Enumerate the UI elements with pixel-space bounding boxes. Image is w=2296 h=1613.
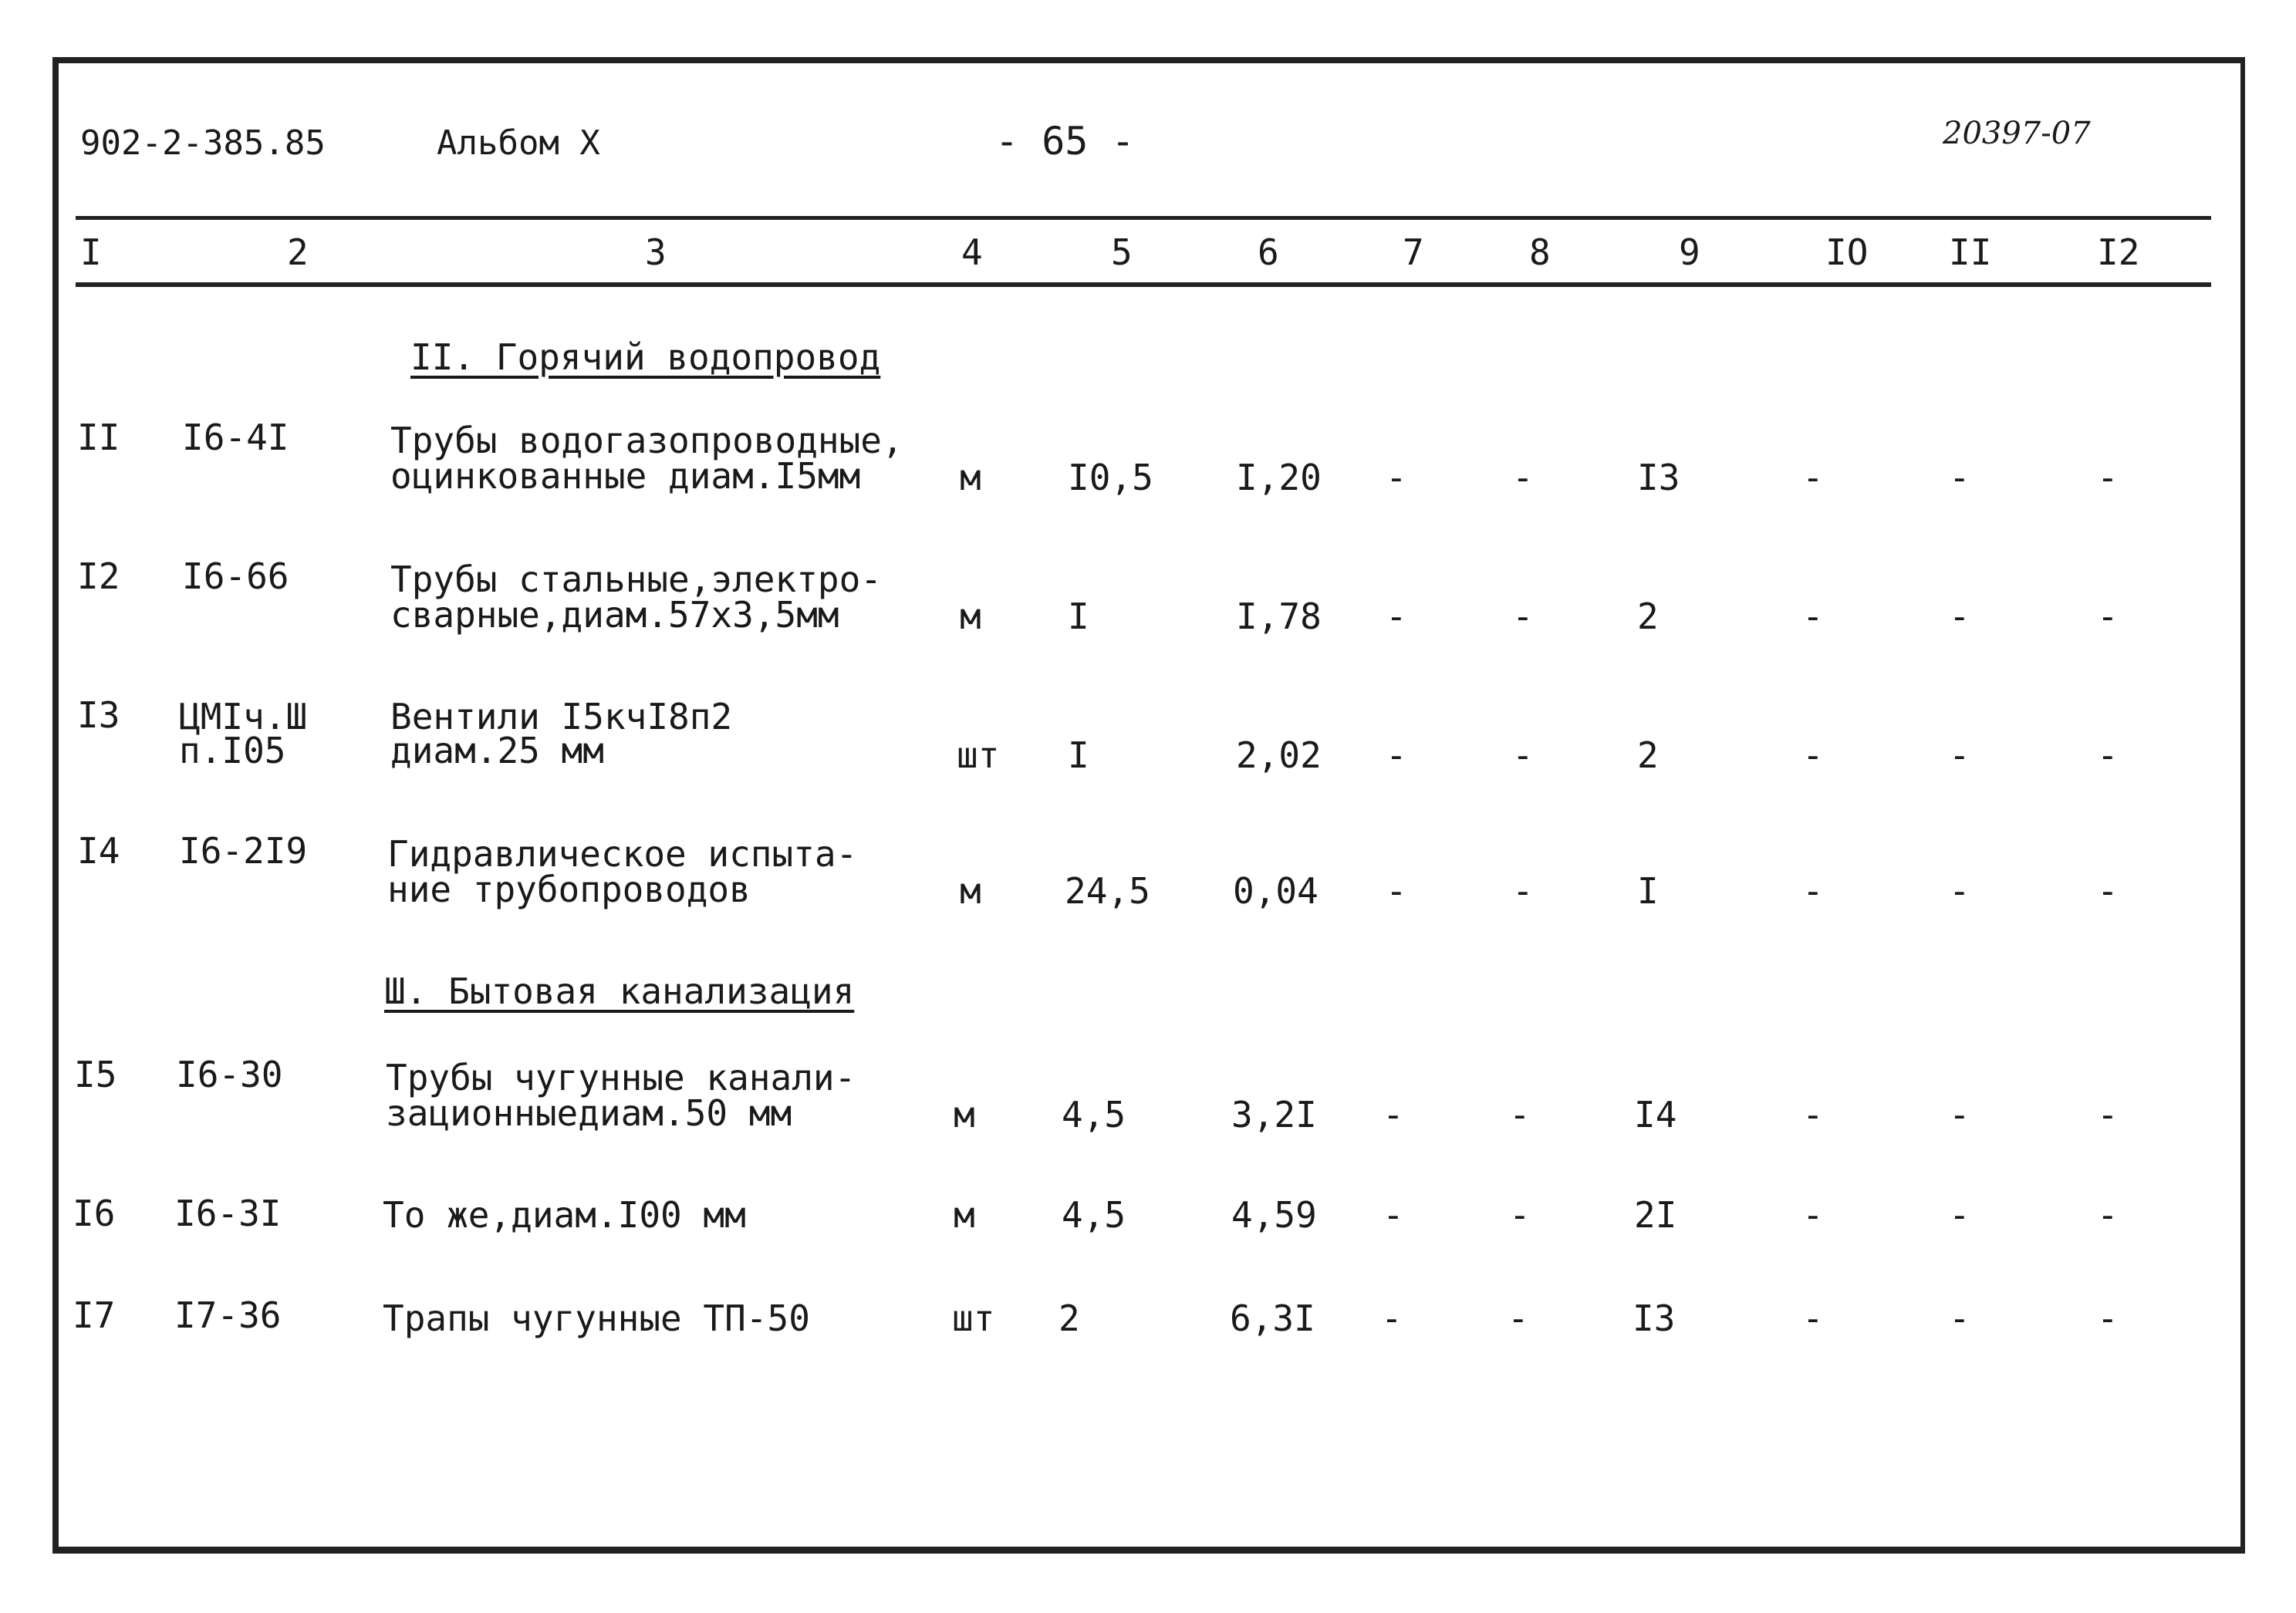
row-unit: м	[954, 1194, 975, 1236]
row-col8: -	[1512, 734, 1534, 776]
row-col12: -	[2097, 1194, 2119, 1236]
col-8: 8	[1529, 231, 1551, 273]
row-col9: I4	[1634, 1094, 1677, 1136]
album-label: Альбом X	[437, 123, 600, 163]
col-9: 9	[1679, 231, 1700, 273]
row-col10: -	[1802, 1297, 1824, 1339]
row-col8: -	[1508, 1297, 1529, 1339]
col-1: I	[80, 231, 102, 273]
row-description-line1: Трубы чугунные канали-	[386, 1057, 856, 1098]
row-quantity: 4,5	[1062, 1194, 1126, 1236]
row-number: I5	[74, 1054, 117, 1095]
row-description-line2: диам.25 мм	[390, 730, 604, 771]
row-col7: -	[1386, 457, 1407, 498]
row-col7: -	[1381, 1297, 1403, 1339]
row-col6: 2,02	[1236, 734, 1322, 776]
page-frame	[52, 57, 2245, 1554]
row-col9: I3	[1637, 457, 1680, 498]
row-unit: шт	[957, 734, 1000, 776]
row-col10: -	[1802, 1094, 1824, 1136]
row-quantity: I	[1068, 734, 1089, 776]
row-col12: -	[2097, 870, 2119, 912]
row-col12: -	[2097, 457, 2119, 498]
section-title-sewerage: Ш. Бытовая канализация	[384, 970, 855, 1012]
row-col9: I3	[1633, 1297, 1676, 1339]
row-description-line1: Вентили I5кчI8п2	[390, 696, 733, 737]
row-unit: м	[954, 1094, 975, 1136]
col-10: IO	[1825, 231, 1869, 273]
header-rule-top	[76, 216, 2211, 220]
row-col6: 3,2I	[1231, 1094, 1317, 1136]
row-col7: -	[1383, 1194, 1404, 1236]
row-number: I7	[73, 1294, 116, 1336]
row-quantity: 2	[1059, 1297, 1080, 1339]
col-11: II	[1949, 231, 1992, 273]
row-col9: 2	[1637, 596, 1659, 637]
row-col9: I	[1637, 870, 1659, 912]
col-2: 2	[287, 231, 309, 273]
row-col8: -	[1512, 596, 1534, 637]
row-number: I4	[77, 830, 120, 872]
row-code-line1: ЦМIч.Ш	[179, 696, 308, 737]
row-col12: -	[2097, 1094, 2119, 1136]
row-code: I6-3I	[174, 1193, 282, 1234]
row-number: I6	[73, 1193, 116, 1234]
row-description-line1: Трубы стальные,электро-	[390, 558, 882, 600]
row-code-line2: п.I05	[179, 730, 286, 771]
doc-code: 902-2-385.85	[80, 123, 326, 163]
row-col8: -	[1512, 457, 1534, 498]
row-col11: -	[1949, 457, 1970, 498]
col-6: 6	[1258, 231, 1279, 273]
row-col10: -	[1802, 734, 1824, 776]
row-col7: -	[1383, 1094, 1404, 1136]
row-unit: м	[960, 870, 981, 912]
row-description-line1: То же,диам.I00 мм	[383, 1194, 746, 1236]
row-col9: 2	[1637, 734, 1659, 776]
col-7: 7	[1403, 231, 1424, 273]
row-quantity: 4,5	[1062, 1094, 1126, 1136]
row-col6: I,78	[1236, 596, 1322, 637]
row-col6: 0,04	[1233, 870, 1319, 912]
page-number: - 65 -	[995, 119, 1135, 164]
row-col10: -	[1802, 457, 1824, 498]
row-description-line2: зационныедиам.50 мм	[386, 1092, 792, 1134]
row-number: I2	[77, 555, 120, 597]
row-unit: шт	[952, 1297, 995, 1339]
col-5: 5	[1111, 231, 1133, 273]
row-col7: -	[1386, 734, 1407, 776]
section-title-hot-water: II. Горячий водопровод	[410, 336, 881, 378]
row-col6: 4,59	[1231, 1194, 1317, 1236]
col-3: 3	[645, 231, 667, 273]
row-col11: -	[1949, 1094, 1970, 1136]
row-number: II	[77, 417, 120, 458]
row-description-line2: сварные,диам.57х3,5мм	[390, 594, 839, 636]
row-col7: -	[1386, 870, 1407, 912]
row-quantity: I	[1068, 596, 1089, 637]
row-col9: 2I	[1634, 1194, 1677, 1236]
row-unit: м	[960, 596, 981, 637]
col-4: 4	[961, 231, 983, 273]
row-col11: -	[1949, 870, 1970, 912]
row-number: I3	[77, 694, 120, 736]
row-code: I7-36	[174, 1294, 282, 1336]
row-code: I6-4I	[182, 417, 289, 458]
col-12: I2	[2097, 231, 2140, 273]
row-description-line1: Трапы чугунные ТП-50	[383, 1297, 810, 1339]
row-col11: -	[1949, 734, 1970, 776]
row-col11: -	[1949, 1194, 1970, 1236]
row-col10: -	[1802, 1194, 1824, 1236]
row-code: I6-66	[182, 555, 289, 597]
row-description-line1: Трубы водогазопроводные,	[390, 420, 903, 461]
row-unit: м	[960, 457, 981, 498]
row-col8: -	[1509, 1194, 1531, 1236]
header-rule-bottom	[76, 282, 2211, 287]
row-description-line1: Гидравлическое испыта-	[387, 833, 858, 875]
row-col12: -	[2097, 734, 2119, 776]
row-col10: -	[1802, 870, 1824, 912]
stamp-number: 20397-07	[1943, 116, 2091, 151]
row-quantity: I0,5	[1068, 457, 1153, 498]
row-col12: -	[2097, 1297, 2119, 1339]
row-code: I6-2I9	[179, 830, 308, 872]
row-col8: -	[1512, 870, 1534, 912]
row-code: I6-30	[176, 1054, 283, 1095]
row-col11: -	[1949, 1297, 1970, 1339]
row-quantity: 24,5	[1065, 870, 1150, 912]
row-col12: -	[2097, 596, 2119, 637]
row-col7: -	[1386, 596, 1407, 637]
row-col8: -	[1509, 1094, 1531, 1136]
row-col10: -	[1802, 596, 1824, 637]
row-col6: 6,3I	[1230, 1297, 1315, 1339]
row-col11: -	[1949, 596, 1970, 637]
row-description-line2: ние трубопроводов	[387, 869, 751, 910]
row-description-line2: оцинкованные диам.I5мм	[390, 455, 861, 497]
row-col6: I,20	[1236, 457, 1322, 498]
